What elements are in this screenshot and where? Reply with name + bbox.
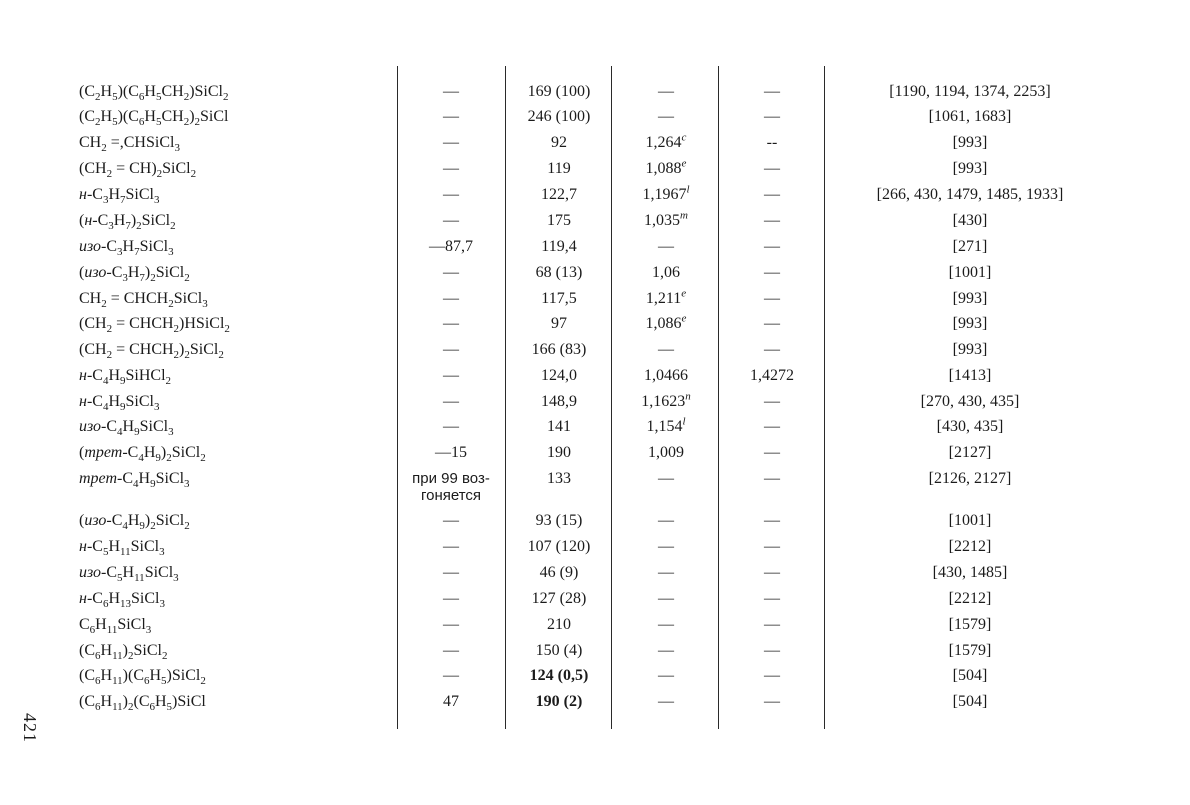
references: [504] bbox=[952, 693, 988, 710]
references: [1001] bbox=[948, 512, 992, 529]
references: [2212] bbox=[948, 590, 992, 607]
melting-point: — bbox=[443, 538, 459, 555]
chemical-formula: $н-C_4H_9SiHCl_2$ bbox=[79, 367, 172, 388]
boiling-point: 141 bbox=[547, 418, 571, 435]
refractive-index: — bbox=[764, 186, 780, 203]
boiling-point: 46 (9) bbox=[539, 564, 579, 581]
references: [2127] bbox=[948, 444, 992, 461]
references: [1579] bbox=[948, 616, 992, 633]
table-row bbox=[0, 560, 1190, 586]
melting-point: —87,7 bbox=[429, 238, 473, 255]
chemical-formula: ($CH_2$ = $CHCH_2)_2SiCl_2$ bbox=[79, 341, 224, 362]
melting-point: — bbox=[443, 616, 459, 633]
table-row bbox=[0, 414, 1190, 440]
boiling-point: 166 (83) bbox=[531, 341, 587, 358]
refractive-index: — bbox=[764, 341, 780, 358]
chemical-formula: трет-$C_4H_9SiCl_3$ bbox=[79, 470, 190, 491]
boiling-point: 122,7 bbox=[541, 186, 577, 203]
table-row bbox=[0, 534, 1190, 560]
references: [993] bbox=[952, 134, 988, 151]
melting-point: — bbox=[443, 83, 459, 100]
melting-point: — bbox=[443, 264, 459, 281]
boiling-point: 127 (28) bbox=[531, 590, 587, 607]
references: [271] bbox=[952, 238, 988, 255]
melting-point: — bbox=[443, 160, 459, 177]
chemical-formula: $н-C_3H_7SiCl_3$ bbox=[79, 186, 160, 207]
density-value: 1,088e bbox=[645, 157, 687, 177]
melting-point: — bbox=[443, 512, 459, 529]
density-value: — bbox=[658, 538, 674, 555]
refractive-index: — bbox=[764, 418, 780, 435]
boiling-point: 119 bbox=[547, 160, 571, 177]
boiling-point: 93 (15) bbox=[535, 512, 583, 529]
melting-point: — bbox=[443, 667, 459, 684]
refractive-index: — bbox=[764, 238, 780, 255]
melting-point: — bbox=[443, 393, 459, 410]
chemical-formula: $CH_2$ =,CHSiCl$_3$ bbox=[79, 134, 180, 155]
references: [1579] bbox=[948, 642, 992, 659]
refractive-index: — bbox=[764, 212, 780, 229]
boiling-point: 107 (120) bbox=[527, 538, 591, 555]
melting-point: — bbox=[443, 418, 459, 435]
table-row bbox=[0, 638, 1190, 664]
refractive-index: — bbox=[764, 538, 780, 555]
density-value: 1,264$^c$ bbox=[645, 131, 687, 151]
density-value: 1,211e bbox=[645, 287, 687, 307]
density-value: — bbox=[658, 83, 674, 100]
density-value: 1,009 bbox=[648, 444, 684, 461]
table-row bbox=[0, 389, 1190, 415]
refractive-index: — bbox=[764, 444, 780, 461]
references: [430, 435] bbox=[936, 418, 1004, 435]
density-value: 1,086e bbox=[645, 312, 687, 332]
chemical-formula: $(C_2H_5)(C_6H_5CH_2)_2SiCl$ bbox=[79, 108, 229, 129]
boiling-point: 68 (13) bbox=[535, 264, 583, 281]
chemical-formula: $н-C_4H_9SiCl_3$ bbox=[79, 393, 160, 414]
density-value: 1,0466 bbox=[644, 367, 688, 384]
table-row bbox=[0, 311, 1190, 337]
references: [1190, 1194, 1374, 2253] bbox=[889, 83, 1051, 100]
references: [266, 430, 1479, 1485, 1933] bbox=[876, 186, 1064, 203]
table-row bbox=[0, 508, 1190, 534]
refractive-index: — bbox=[764, 470, 780, 487]
boiling-point: 169 (100) bbox=[527, 83, 591, 100]
table-row bbox=[0, 104, 1190, 130]
chemical-formula: $(трет-C_4H_9)_2SiCl_2$ bbox=[79, 444, 206, 465]
table-row bbox=[0, 156, 1190, 182]
chemical-formula: $(н-C_3H_7)_2SiCl_2$ bbox=[79, 212, 176, 233]
chemical-formula: $н-C_6H_{13}SiCl_3$ bbox=[79, 590, 165, 611]
density-value: — bbox=[658, 512, 674, 529]
chemical-formula: изо-$C_5H_{11}SiCl_3$ bbox=[79, 564, 179, 585]
density-value: — bbox=[658, 693, 674, 710]
density-value: 1,1623$^n$ bbox=[641, 390, 691, 410]
refractive-index: — bbox=[764, 315, 780, 332]
boiling-point: 124,0 bbox=[541, 367, 577, 384]
references: [1413] bbox=[948, 367, 992, 384]
refractive-index: — bbox=[764, 160, 780, 177]
table-row bbox=[0, 466, 1190, 504]
melting-point: — bbox=[443, 367, 459, 384]
density-value: — bbox=[658, 564, 674, 581]
references: [430, 1485] bbox=[932, 564, 1008, 581]
melting-point: при 99 воз- гоняется bbox=[412, 470, 490, 504]
chemical-formula: $(изо-C_4H_9)_2SiCl_2$ bbox=[79, 512, 190, 533]
refractive-index: — bbox=[764, 616, 780, 633]
boiling-point: 175 bbox=[547, 212, 571, 229]
refractive-index: 1,4272 bbox=[750, 367, 794, 384]
references: [2212] bbox=[948, 538, 992, 555]
refractive-index: — bbox=[764, 264, 780, 281]
references: [993] bbox=[952, 315, 988, 332]
melting-point: — bbox=[443, 108, 459, 125]
references: [430] bbox=[952, 212, 988, 229]
chemical-formula: $(C_6H_{11})_2SiCl_2$ bbox=[79, 642, 168, 663]
melting-point: — bbox=[443, 341, 459, 358]
refractive-index: — bbox=[764, 693, 780, 710]
density-value: 1,06 bbox=[652, 264, 680, 281]
boiling-point: 150 (4) bbox=[535, 642, 583, 659]
refractive-index: — bbox=[764, 564, 780, 581]
boiling-point: 246 (100) bbox=[527, 108, 591, 125]
refractive-index: — bbox=[764, 512, 780, 529]
chemical-formula: ($CH_2$ = $CHCH_2)HSiCl_2$ bbox=[79, 315, 230, 336]
refractive-index: — bbox=[764, 667, 780, 684]
page-number: 421 bbox=[20, 713, 40, 743]
refractive-index: — bbox=[764, 590, 780, 607]
boiling-point: 133 bbox=[547, 470, 571, 487]
melting-point: 47 bbox=[443, 693, 459, 710]
density-value: — bbox=[658, 108, 674, 125]
density-value: — bbox=[658, 616, 674, 633]
chemical-formula: $C_6H_{11}SiCl_3$ bbox=[79, 616, 152, 637]
table-row bbox=[0, 363, 1190, 389]
melting-point: — bbox=[443, 134, 459, 151]
references: [993] bbox=[952, 341, 988, 358]
references: [2126, 2127] bbox=[928, 470, 1012, 487]
boiling-point: 97 bbox=[551, 315, 567, 332]
boiling-point: 119,4 bbox=[541, 238, 577, 255]
references: [504] bbox=[952, 667, 988, 684]
melting-point: — bbox=[443, 315, 459, 332]
table-row bbox=[0, 79, 1190, 105]
references: [1001] bbox=[948, 264, 992, 281]
density-value: — bbox=[658, 590, 674, 607]
boiling-point: 117,5 bbox=[541, 290, 577, 307]
references: [270, 430, 435] bbox=[920, 393, 1020, 410]
refractive-index: — bbox=[764, 108, 780, 125]
chemical-formula: $(C_6H_{11})_2(C_6H_5)SiCl$ bbox=[79, 693, 206, 714]
boiling-point: 124 (0,5) bbox=[529, 667, 589, 684]
refractive-index: — bbox=[764, 642, 780, 659]
boiling-point: 190 bbox=[547, 444, 571, 461]
table-row bbox=[0, 337, 1190, 363]
table-row bbox=[0, 689, 1190, 715]
melting-point: —15 bbox=[435, 444, 467, 461]
chemical-formula: $(изо-C_3H_7)_2SiCl_2$ bbox=[79, 264, 190, 285]
table-row bbox=[0, 612, 1190, 638]
refractive-index: — bbox=[764, 83, 780, 100]
references: [993] bbox=[952, 160, 988, 177]
table-row bbox=[0, 234, 1190, 260]
references: [993] bbox=[952, 290, 988, 307]
table-row bbox=[0, 286, 1190, 312]
melting-point: — bbox=[443, 564, 459, 581]
density-value: — bbox=[658, 470, 674, 487]
refractive-index: -- bbox=[766, 134, 778, 151]
table-row bbox=[0, 260, 1190, 286]
melting-point: — bbox=[443, 186, 459, 203]
chemical-formula: ($CH_2$ = $CH)_2SiCl_2$ bbox=[79, 160, 197, 181]
boiling-point: 190 (2) bbox=[535, 693, 583, 710]
chemical-formula: $CH_2$ = $CHCH_2SiCl_3$ bbox=[79, 290, 208, 311]
melting-point: — bbox=[443, 212, 459, 229]
chemical-formula: $(C_6H_{11})(C_6H_5)SiCl_2$ bbox=[79, 667, 206, 688]
density-value: — bbox=[658, 642, 674, 659]
table-row bbox=[0, 182, 1190, 208]
table-row bbox=[0, 663, 1190, 689]
melting-point: — bbox=[443, 590, 459, 607]
chemical-formula: $(C_2H_5)(C_6H_5CH_2)SiCl_2$ bbox=[79, 83, 229, 104]
density-value: 1,1967$^l$ bbox=[642, 183, 690, 203]
references: [1061, 1683] bbox=[928, 108, 1012, 125]
boiling-point: 92 bbox=[551, 134, 567, 151]
boiling-point: 210 bbox=[547, 616, 571, 633]
chemical-formula: изо-$C_3H_7SiCl_3$ bbox=[79, 238, 174, 259]
table-row bbox=[0, 130, 1190, 156]
refractive-index: — bbox=[764, 290, 780, 307]
melting-point: — bbox=[443, 642, 459, 659]
density-value: 1,154$^l$ bbox=[646, 415, 686, 435]
density-value: 1,035$^m$ bbox=[644, 209, 688, 229]
table-row bbox=[0, 208, 1190, 234]
chemical-formula: $н-C_5H_{11}SiCl_3$ bbox=[79, 538, 165, 559]
density-value: — bbox=[658, 667, 674, 684]
density-value: — bbox=[658, 341, 674, 358]
melting-point: — bbox=[443, 290, 459, 307]
table-row bbox=[0, 586, 1190, 612]
chemical-formula: изо-$C_4H_9SiCl_3$ bbox=[79, 418, 174, 439]
refractive-index: — bbox=[764, 393, 780, 410]
density-value: — bbox=[658, 238, 674, 255]
table-row bbox=[0, 440, 1190, 466]
boiling-point: 148,9 bbox=[541, 393, 577, 410]
